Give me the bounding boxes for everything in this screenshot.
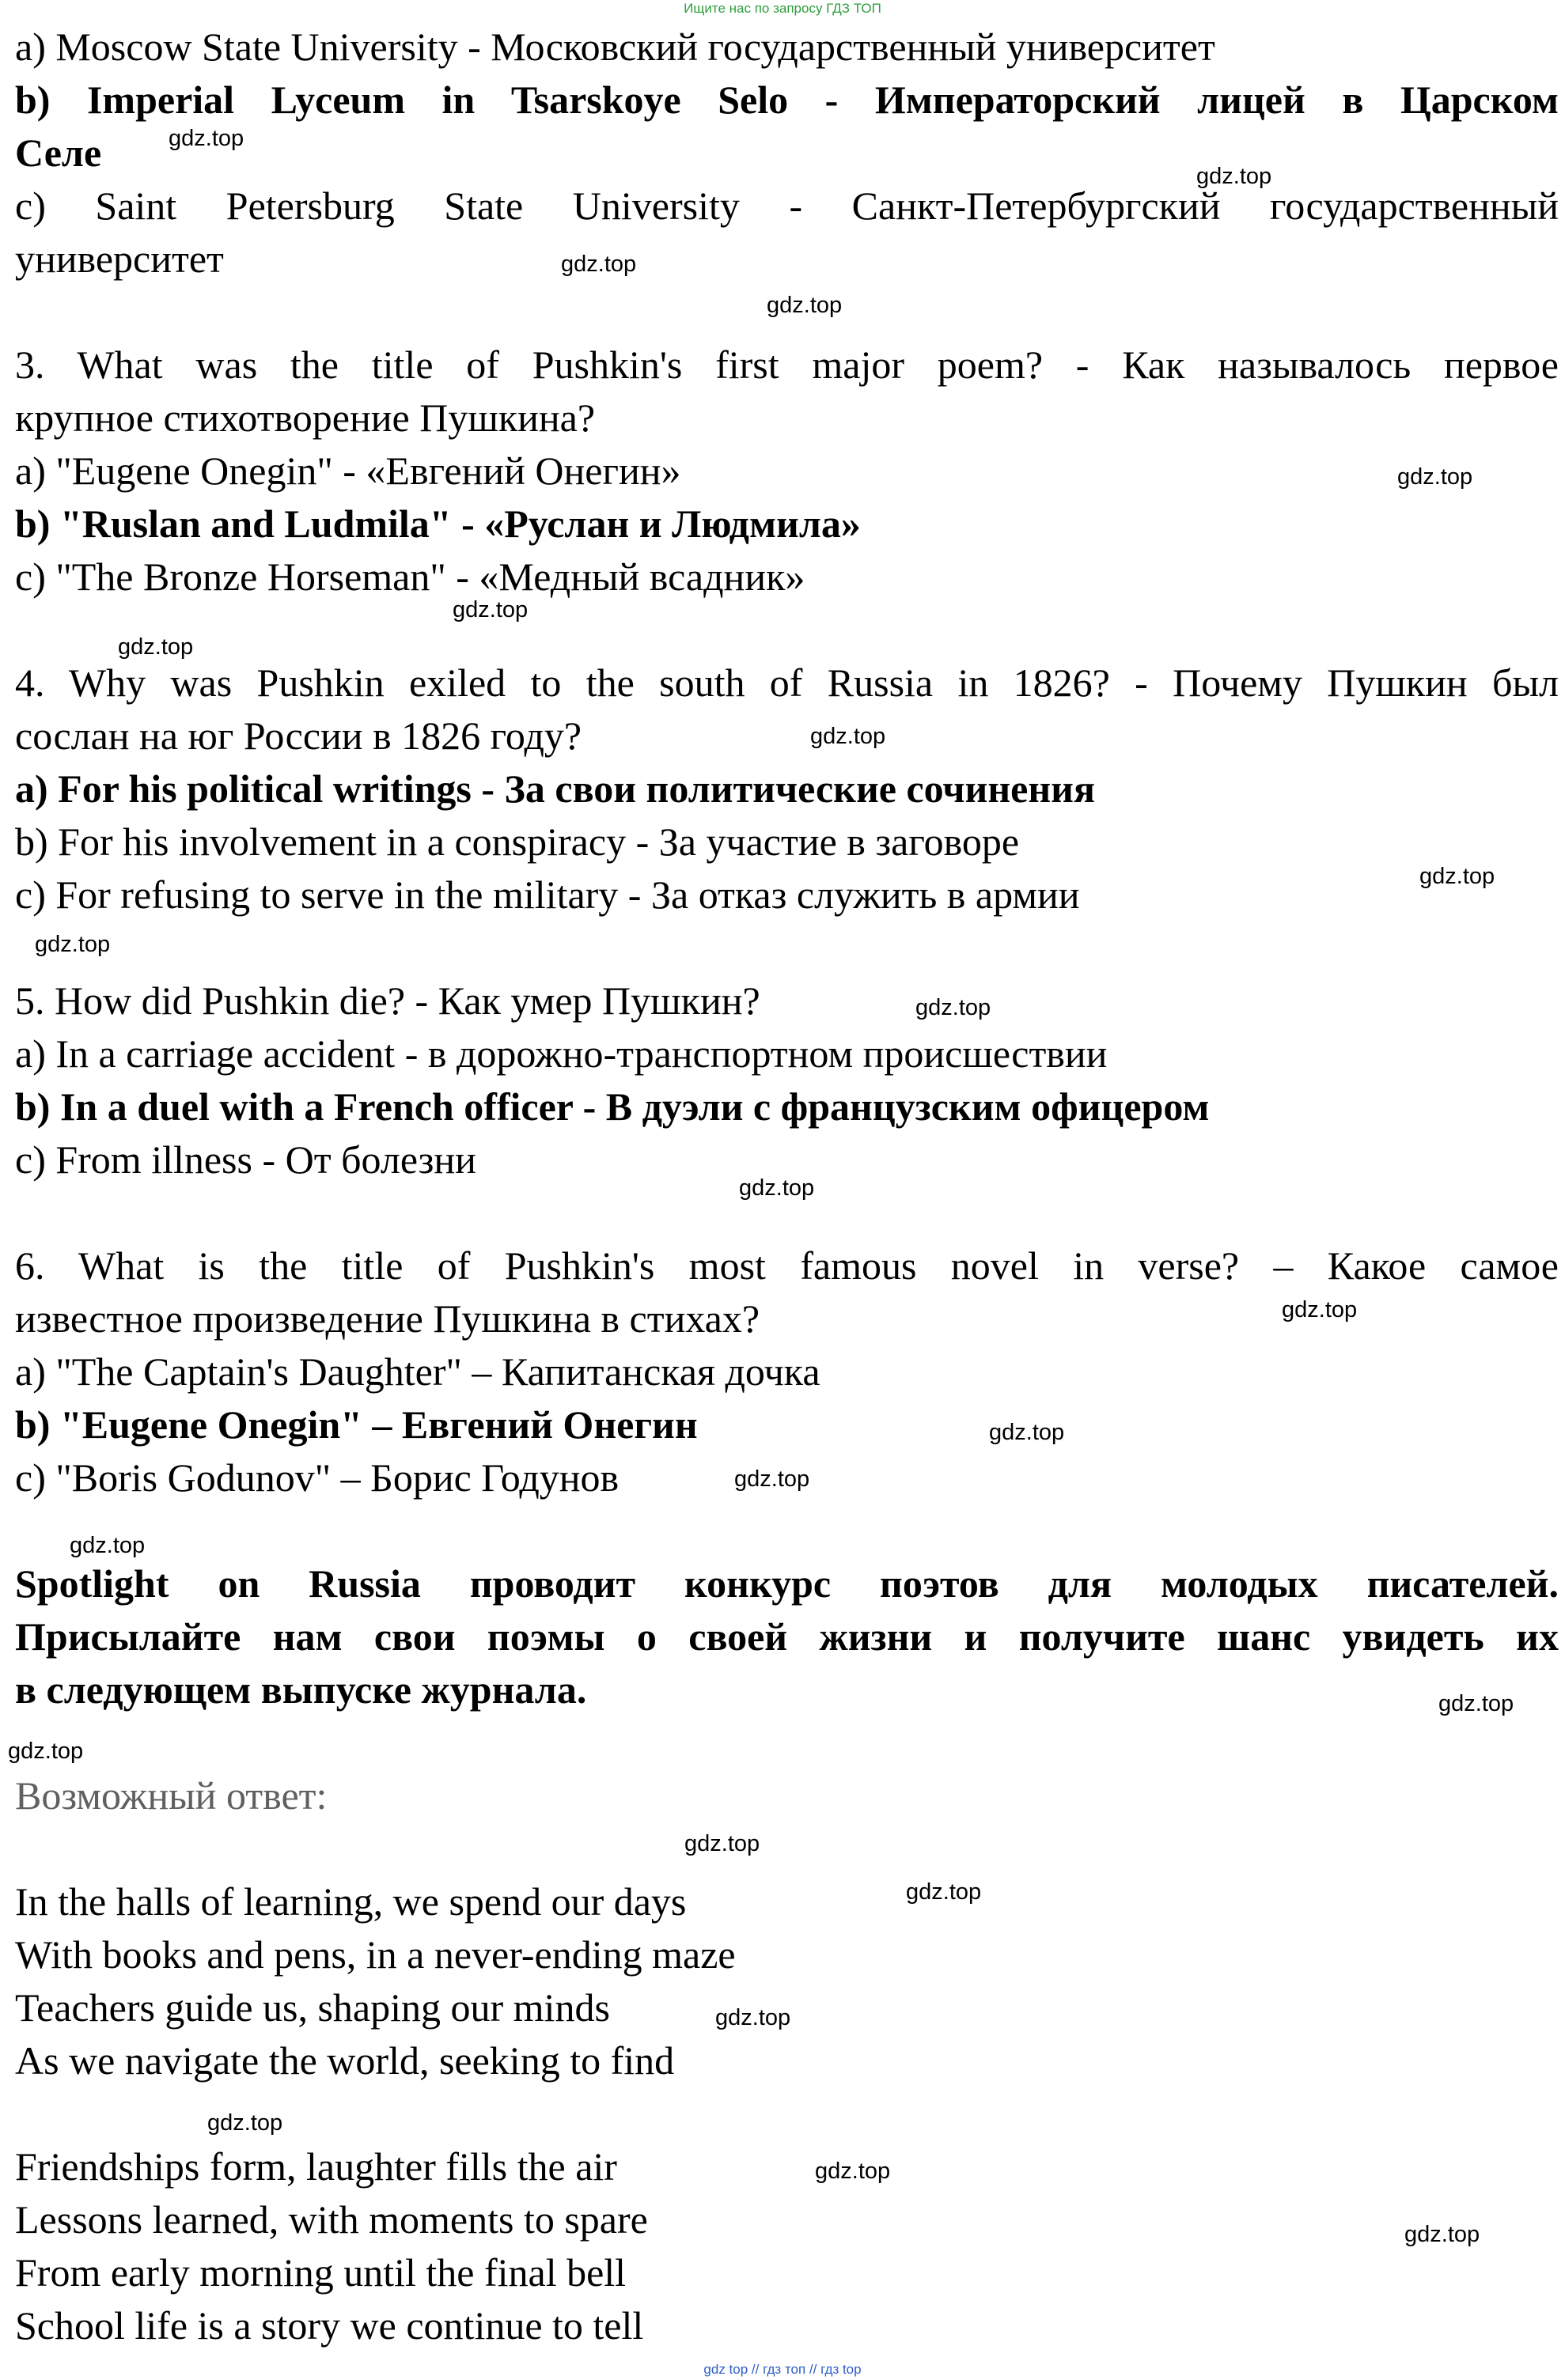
poem-line: Teachers guide us, shaping our minds bbox=[15, 1985, 610, 2030]
q3-option-a: a) "Eugene Onegin" - «Евгений Онегин» bbox=[15, 448, 681, 493]
q3-option-b: b) "Ruslan and Ludmila" - «Руслан и Людмила» bbox=[15, 501, 861, 546]
watermark: gdz.top bbox=[684, 1831, 760, 1856]
task-line3: в следующем выпуске журнала. bbox=[15, 1667, 587, 1712]
spacer bbox=[15, 1504, 1559, 1557]
answer-label: Возможный ответ: bbox=[15, 1773, 328, 1818]
q2-option-b-line1: b) Imperial Lyceum in Tsarskoye Selo - Императорский лицей в Царском bbox=[15, 78, 1559, 122]
watermark: gdz.top bbox=[1419, 864, 1495, 889]
q5-option-b: b) In a duel with a French officer - В дуэли с французским офицером bbox=[15, 1084, 1210, 1129]
footer-note: gdz top // гдз топ // гдз top bbox=[703, 2362, 862, 2377]
watermark: gdz.top bbox=[739, 1175, 815, 1201]
poem-line: With books and pens, in a never-ending maze bbox=[15, 1932, 736, 1977]
q4-option-a: a) For his political writings - За свои политические сочинения bbox=[15, 766, 1096, 811]
q4-option-c: c) For refusing to serve in the military - За отказ служить в армии bbox=[15, 872, 1080, 917]
watermark: gdz.top bbox=[815, 2159, 891, 2184]
poem-line: School life is a story we continue to tell bbox=[15, 2303, 644, 2348]
q3-question-line2: крупное стихотворение Пушкина? bbox=[15, 395, 596, 440]
header-note: Ищите нас по запросу ГДЗ ТОП bbox=[684, 1, 881, 16]
watermark: gdz.top bbox=[906, 1879, 982, 1905]
q5-option-a: a) In a carriage accident - в дорожно-транспортном происшествии bbox=[15, 1031, 1108, 1076]
watermark: gdz.top bbox=[989, 1420, 1065, 1445]
poem-line: In the halls of learning, we spend our days bbox=[15, 1879, 687, 1924]
q6-question-line2: известное произведение Пушкина в стихах? bbox=[15, 1296, 760, 1341]
watermark: gdz.top bbox=[715, 2005, 791, 2030]
task-line2: Присылайте нам свои поэмы о своей жизни и получите шанс увидеть их bbox=[15, 1614, 1559, 1659]
poem-line: As we navigate the world, seeking to find bbox=[15, 2038, 675, 2083]
task-line1: Spotlight on Russia проводит конкурс поэтов для молодых писателей. bbox=[15, 1561, 1559, 1606]
poem-line: From early morning until the final bell bbox=[15, 2250, 627, 2295]
watermark: gdz.top bbox=[915, 995, 991, 1020]
watermark: gdz.top bbox=[1404, 2222, 1480, 2247]
poem-line: Lessons learned, with moments to spare bbox=[15, 2197, 648, 2242]
watermark: gdz.top bbox=[70, 1533, 146, 1558]
q3-option-c: c) "The Bronze Horseman" - «Медный всадник» bbox=[15, 554, 805, 599]
q2-option-a: a) Moscow State University - Московский государственный университет bbox=[15, 25, 1215, 69]
watermark: gdz.top bbox=[207, 2110, 283, 2136]
q2-option-c-line2: университет bbox=[15, 236, 224, 281]
watermark: gdz.top bbox=[118, 634, 194, 660]
watermark: gdz.top bbox=[810, 724, 886, 749]
q6-option-a: a) "The Captain's Daughter" – Капитанская дочка bbox=[15, 1349, 820, 1394]
q6-option-b: b) "Eugene Onegin" – Евгений Онегин bbox=[15, 1402, 698, 1447]
watermark: gdz.top bbox=[1282, 1297, 1358, 1322]
q3-question-line1: 3. What was the title of Pushkin's first major poem? - Как называлось первое bbox=[15, 342, 1559, 387]
spacer bbox=[15, 604, 1559, 656]
spacer bbox=[15, 921, 1559, 974]
watermark: gdz.top bbox=[453, 597, 529, 622]
watermark: gdz.top bbox=[169, 126, 244, 151]
watermark: gdz.top bbox=[767, 293, 843, 318]
q4-question-line2: сослан на юг России в 1826 году? bbox=[15, 713, 582, 758]
spacer bbox=[15, 1716, 1559, 1769]
q4-option-b: b) For his involvement in a conspiracy - За участие в заговоре bbox=[15, 819, 1020, 864]
q2-option-b-line2: Селе bbox=[15, 131, 102, 175]
q5-option-c: c) From illness - От болезни bbox=[15, 1137, 476, 1182]
watermark: gdz.top bbox=[1196, 164, 1272, 189]
poem-line: Friendships form, laughter fills the air bbox=[15, 2144, 617, 2189]
watermark: gdz.top bbox=[8, 1739, 84, 1764]
watermark: gdz.top bbox=[734, 1466, 810, 1492]
q4-question-line1: 4. Why was Pushkin exiled to the south of Russia in 1826? - Почему Пушкин был bbox=[15, 660, 1559, 705]
watermark: gdz.top bbox=[561, 252, 637, 277]
q5-question: 5. How did Pushkin die? - Как умер Пушкин? bbox=[15, 978, 760, 1023]
q6-question-line1: 6. What is the title of Pushkin's most famous novel in verse? – Какое самое bbox=[15, 1243, 1559, 1288]
spacer bbox=[15, 1822, 1559, 1875]
q6-option-c: c) "Boris Godunov" – Борис Годунов bbox=[15, 1455, 620, 1500]
q2-option-c-line1: c) Saint Petersburg State University - Санкт-Петербургский государственный bbox=[15, 184, 1559, 228]
watermark: gdz.top bbox=[35, 932, 111, 957]
watermark: gdz.top bbox=[1438, 1691, 1514, 1716]
watermark: gdz.top bbox=[1397, 464, 1473, 490]
